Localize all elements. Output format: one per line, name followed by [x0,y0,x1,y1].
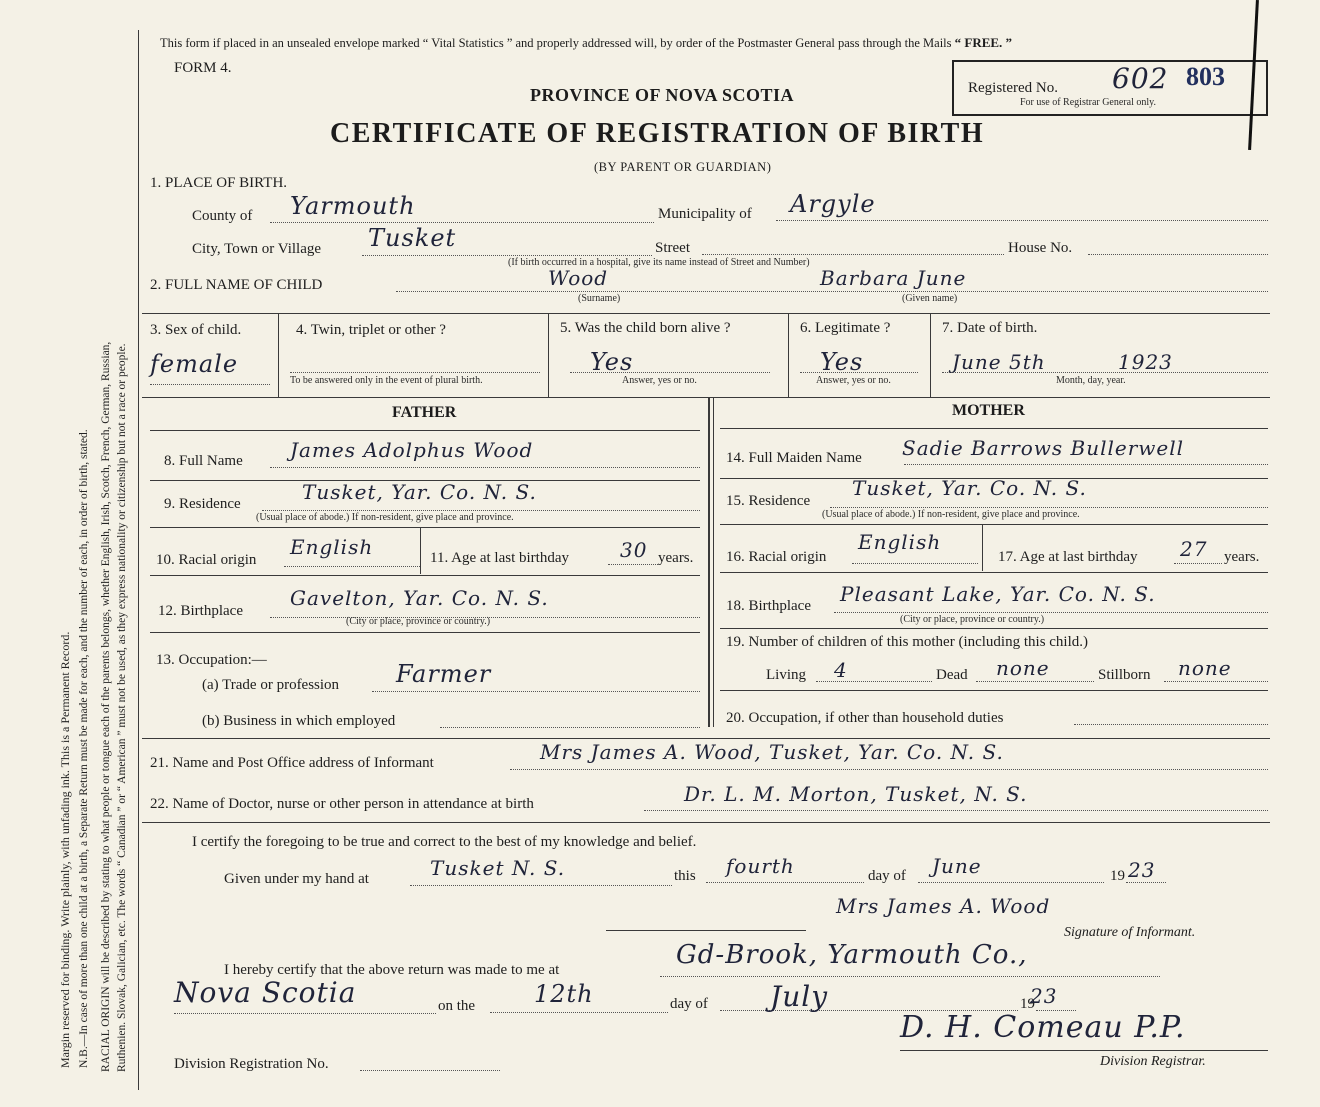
legitimate-label: 6. Legitimate ? [800,320,891,336]
father-racial-label: 10. Racial origin [156,552,257,568]
father-name-value: James Adolphus Wood [290,438,534,462]
father-trade-line [372,691,700,692]
this-label: this [674,868,696,884]
registration-number-stamped: 803 [1186,62,1225,91]
mother-racial-divider [982,525,983,571]
sex-label: 3. Sex of child. [150,322,242,338]
registrar-day-value: 12th [534,980,594,1008]
twin-label: 4. Twin, triplet or other ? [296,322,446,338]
twin-line [290,372,540,373]
father-business-line [440,727,700,728]
father-name-line [270,467,700,468]
child-surname-value: Wood [548,266,609,290]
registrar-place-value-2: Nova Scotia [174,976,357,1009]
father-age-unit: years. [658,550,694,566]
given-label: Given under my hand at [224,871,369,887]
county-label: County of [192,208,253,224]
mother-dead-value: none [996,656,1050,680]
mother-occupation-line [1074,724,1268,725]
registrar-signature-caption: Division Registrar. [1100,1054,1206,1069]
mother-stillborn-value: none [1178,656,1232,680]
division-registration-label: Division Registration No. [174,1056,329,1072]
father-racial-value: English [290,535,374,559]
mother-residence-label: 15. Residence [726,493,811,509]
parents-center-divider [708,397,710,727]
registration-label: Registered No. [968,80,1058,96]
house-line [1088,254,1268,255]
mother-heading-rule [720,428,1268,429]
mother-birthplace-label: 18. Birthplace [726,598,811,614]
year-line [1126,882,1166,883]
father-racial-divider [420,528,421,574]
year-value: 23 [1128,858,1156,882]
doctor-line [644,810,1268,811]
registrar-place-line [660,976,1160,977]
father-residence-value: Tusket, Yar. Co. N. S. [302,480,537,504]
legitimate-value: Yes [820,348,864,376]
born-alive-line [570,372,770,373]
registrar-signature-rule [900,1050,1268,1051]
father-business-label: (b) Business in which employed [202,713,396,729]
father-residence-caption: (Usual place of abode.) If non-resident, give place and province. [256,512,514,523]
registration-note: For use of Registrar General only. [1020,97,1156,108]
informant-line [510,769,1268,770]
street-line [702,254,1004,255]
given-place-value: Tusket N. S. [430,856,566,880]
born-alive-value: Yes [590,348,634,376]
doctor-label: 22. Name of Doctor, nurse or other person in attendance at birth [150,796,534,812]
division-registration-line [360,1070,500,1071]
postal-notice [160,35,1012,51]
row-3-top-rule [142,313,1270,314]
informant-label: 21. Name and Post Office address of Informant [150,755,434,771]
mother-birthplace-value: Pleasant Lake, Yar. Co. N. S. [840,582,1156,606]
margin-note-racial-origin: RACIAL ORIGIN will be described by stating to what people or tongue each of the parents belongs, whether English, Irish, Scotch, French, German, Russian, [100,341,112,1072]
postal-notice-free: “ FREE. ” [954,35,1013,50]
dob-year: 1923 [1118,350,1173,374]
margin-note-binding: Margin reserved for binding. Write plainly, with unfading ink. This is a Permanent Record. [58,631,72,1068]
legitimate-line [800,372,918,373]
mother-birthplace-caption: (City or place, province or country.) [900,614,1045,625]
registrar-statement: I hereby certify that the above return was made to me at [224,962,560,978]
day-value: fourth [726,854,795,878]
registrar-place-line-2 [174,1013,436,1014]
registrar-day-line [490,1012,668,1013]
dob-label: 7. Date of birth. [942,320,1038,336]
day-line [706,882,864,883]
mother-living-label: Living [766,667,806,683]
municipality-label: Municipality of [658,206,752,222]
mother-racial-value: English [858,530,942,554]
mother-heading: MOTHER [952,402,1025,419]
father-heading: FATHER [392,404,457,421]
informant-signature: Mrs James A. Wood [836,894,1051,918]
legitimate-caption: Answer, yes or no. [816,375,891,386]
father-residence-label: 9. Residence [164,496,241,512]
row-3-divider-4 [930,313,931,397]
form-number: FORM 4. [174,60,232,76]
child-given-value: Barbara June [820,266,967,290]
father-trade-value: Farmer [396,660,492,688]
born-alive-caption: Answer, yes or no. [622,375,697,386]
dob-line [942,372,1268,373]
dob-value: June 5th [952,350,1046,374]
dayof-label: day of [868,868,906,884]
registrar-year-value: 23 [1030,984,1058,1008]
mother-age-line [1174,563,1222,564]
mother-row-19-rule [720,690,1268,691]
father-row-9-rule [150,527,700,528]
mother-occupation-label: 20. Occupation, if other than household duties [726,710,1004,726]
registrar-year-prefix: 19 [1020,996,1035,1012]
mother-residence-caption: (Usual place of abode.) If non-resident, give place and province. [822,509,1080,520]
postal-notice-text: This form if placed in an unsealed envelope marked “ Vital Statistics ” and properly addressed will, by order of the Postmaster General pass through the Mails [160,36,952,50]
mother-residence-line [830,507,1268,508]
margin-rule [138,30,139,1090]
month-value: June [932,854,982,878]
margin-note-racial-origin-cont: Ruthenien. Slovak, Galician, etc. The words “ Canadian ” or “ American ” must not be used, as they express nationality or citizenship but not a race or people. [116,343,128,1072]
city-label: City, Town or Village [192,241,322,257]
mother-name-label: 14. Full Maiden Name [726,450,862,466]
place-of-birth-heading: 1. PLACE OF BIRTH. [150,175,288,191]
given-place-line [410,885,672,886]
month-line [918,882,1104,883]
mother-stillborn-label: Stillborn [1098,667,1151,683]
father-occupation-label: 13. Occupation:— [156,652,267,668]
house-label: House No. [1008,240,1073,256]
mother-stillborn-line [1164,681,1268,682]
registrar-place-value: Gd-Brook, Yarmouth Co., [676,940,1028,970]
mother-children-label: 19. Number of children of this mother (including this child.) [726,634,1089,650]
city-value: Tusket [368,224,457,252]
mother-row-15-rule [720,524,1268,525]
municipality-value: Argyle [790,190,876,218]
father-heading-rule [150,430,700,431]
twin-note: To be answered only in the event of plural birth. [290,375,483,386]
child-name-line [396,291,1268,292]
father-name-label: 8. Full Name [164,453,243,469]
informant-signature-caption: Signature of Informant. [1064,925,1196,940]
mother-age-unit: years. [1224,549,1260,565]
father-age-label: 11. Age at last birthday [430,550,569,566]
row-3-divider-3 [788,313,789,397]
on-the-label: on the [438,998,476,1014]
certification-statement: I certify the foregoing to be true and correct to the best of my knowledge and belief. [192,834,697,850]
county-value: Yarmouth [290,192,416,220]
parents-bottom-rule [142,738,1270,739]
city-line [362,255,652,256]
father-trade-label: (a) Trade or profession [202,677,340,693]
mother-row-18-rule [720,628,1268,629]
father-birthplace-caption: (City or place, province or country.) [346,616,491,627]
mother-name-line [904,464,1268,465]
mother-age-value: 27 [1180,537,1208,561]
mother-row-16-rule [720,572,1268,573]
father-birthplace-value: Gavelton, Yar. Co. N. S. [290,586,549,610]
page-title: CERTIFICATE OF REGISTRATION OF BIRTH [330,118,985,149]
father-row-12-rule [150,632,700,633]
signature-divider-rule [606,930,806,931]
child-name-label: 2. FULL NAME OF CHILD [150,277,323,293]
street-label: Street [655,240,690,256]
registrar-month-value: July [770,980,829,1013]
hospital-note: (If birth occurred in a hospital, give its name instead of Street and Number) [508,257,810,268]
registration-number-handwritten: 602 [1112,62,1169,95]
county-line [270,222,654,223]
mother-residence-value: Tusket, Yar. Co. N. S. [852,476,1087,500]
informant-value: Mrs James A. Wood, Tusket, Yar. Co. N. S. [540,740,1004,764]
row-3-divider-2 [548,313,549,397]
margin-note-plural-birth: N.B.—In case of more than one child at a birth, a Separate Return must be made for each, and the number of each, in order of birth, stated. [78,429,90,1068]
registrar-signature: D. H. Comeau P.P. [900,1010,1186,1045]
dob-caption: Month, day, year. [1056,375,1126,386]
sex-line [150,384,270,385]
sex-value: female [150,350,239,378]
child-surname-caption: (Surname) [578,293,621,304]
row-3-divider-1 [278,313,279,397]
child-given-caption: (Given name) [902,293,958,304]
page-subtitle: (BY PARENT OR GUARDIAN) [594,160,772,174]
father-age-value: 30 [620,538,648,562]
father-residence-line [262,510,700,511]
registrar-dayof-label: day of [670,996,708,1012]
parents-top-rule [142,397,1270,398]
father-birthplace-label: 12. Birthplace [158,603,243,619]
father-racial-line [284,566,420,567]
year-prefix: 19 [1110,868,1125,884]
mother-racial-label: 16. Racial origin [726,549,827,565]
doctor-value: Dr. L. M. Morton, Tusket, N. S. [684,782,1028,806]
mother-name-value: Sadie Barrows Bullerwell [902,436,1185,460]
mother-racial-line [852,563,978,564]
father-row-10-rule [150,575,700,576]
father-age-line [608,564,658,565]
mother-dead-line [976,681,1094,682]
born-alive-label: 5. Was the child born alive ? [560,320,731,336]
mother-dead-label: Dead [936,667,968,683]
province-heading: PROVINCE OF NOVA SCOTIA [530,85,795,105]
municipality-line [776,220,1268,221]
mother-living-value: 4 [834,658,848,682]
mother-birthplace-line [834,612,1268,613]
doctor-bottom-rule [142,822,1270,823]
parents-center-divider-2 [713,397,714,727]
mother-age-label: 17. Age at last birthday [998,549,1138,565]
